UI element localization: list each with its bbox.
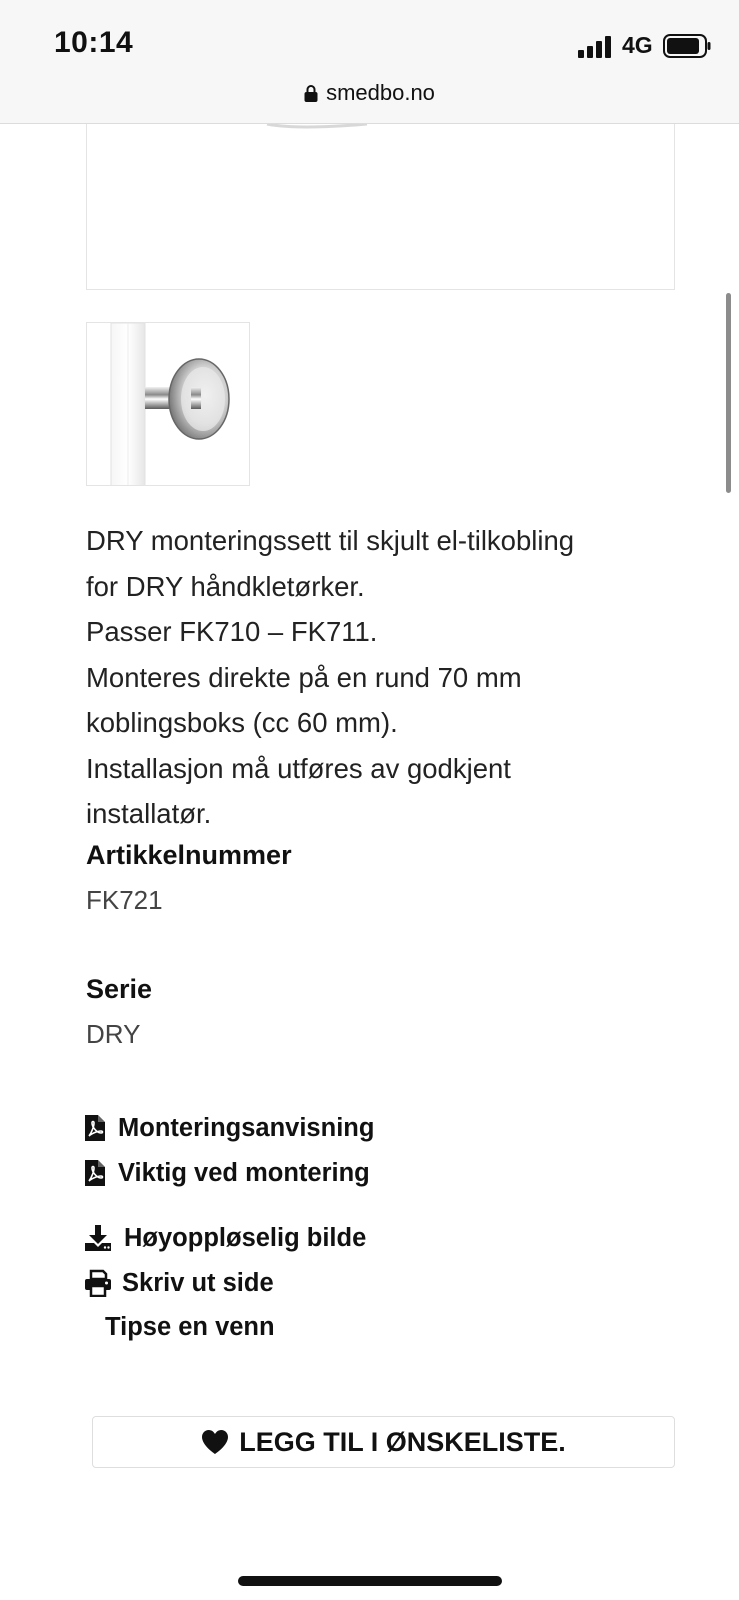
product-description	[86, 518, 686, 837]
important-mounting-label: Viktig ved montering	[118, 1158, 370, 1187]
description-line: installatør.	[86, 798, 212, 829]
product-thumbnail[interactable]	[86, 322, 250, 486]
browser-status-bar	[0, 0, 739, 124]
product-main-image[interactable]	[86, 124, 675, 290]
print-page-link[interactable]	[84, 1266, 274, 1300]
important-mounting-link[interactable]	[84, 1156, 370, 1190]
tip-friend-link[interactable]	[105, 1310, 275, 1344]
mounting-bracket-image	[87, 323, 250, 486]
description-line: Installasjon må utføres av godkjent	[86, 752, 511, 784]
pdf-icon	[84, 1159, 106, 1187]
article-number-value: FK721	[86, 885, 163, 915]
article-number-label: Artikkelnummer	[86, 840, 292, 870]
pdf-icon	[84, 1114, 106, 1142]
network-type: 4G	[622, 32, 653, 58]
address-bar[interactable]	[0, 80, 739, 106]
mounting-instructions-label: Monteringsanvisning	[118, 1113, 375, 1142]
print-icon	[84, 1269, 112, 1297]
status-time: 10:14	[54, 26, 134, 59]
description-line: DRY monteringssett til skjult el-tilkobling	[86, 525, 575, 556]
description-line: for DRY håndkletørker.	[86, 570, 365, 602]
signal-icon	[578, 36, 614, 58]
print-page-label: Skriv ut side	[122, 1268, 274, 1297]
url-text: smedbo.no	[326, 80, 435, 105]
hires-image-link[interactable]	[84, 1221, 366, 1255]
download-icon	[84, 1224, 112, 1252]
description-line: Passer FK710 – FK711.	[86, 616, 378, 647]
description-line: Monteres direkte på en rund 70 mm	[86, 661, 522, 693]
page-scrollbar[interactable]	[726, 293, 731, 493]
add-to-wishlist-button[interactable]	[92, 1416, 675, 1468]
description-line: koblingsboks (cc 60 mm).	[86, 707, 398, 738]
series-label: Serie	[86, 974, 153, 1004]
tip-friend-label: Tipse en venn	[105, 1312, 275, 1341]
product-image-fragment	[87, 124, 676, 290]
heart-icon	[201, 1429, 229, 1455]
home-indicator[interactable]	[238, 1576, 502, 1586]
hires-image-label: Høyoppløselig bilde	[124, 1223, 367, 1252]
mounting-instructions-link[interactable]	[84, 1111, 374, 1145]
series-value: DRY	[86, 1019, 141, 1049]
battery-icon	[663, 34, 711, 58]
lock-icon	[304, 84, 318, 102]
wishlist-label: LEGG TIL I ØNSKELISTE.	[239, 1426, 566, 1457]
